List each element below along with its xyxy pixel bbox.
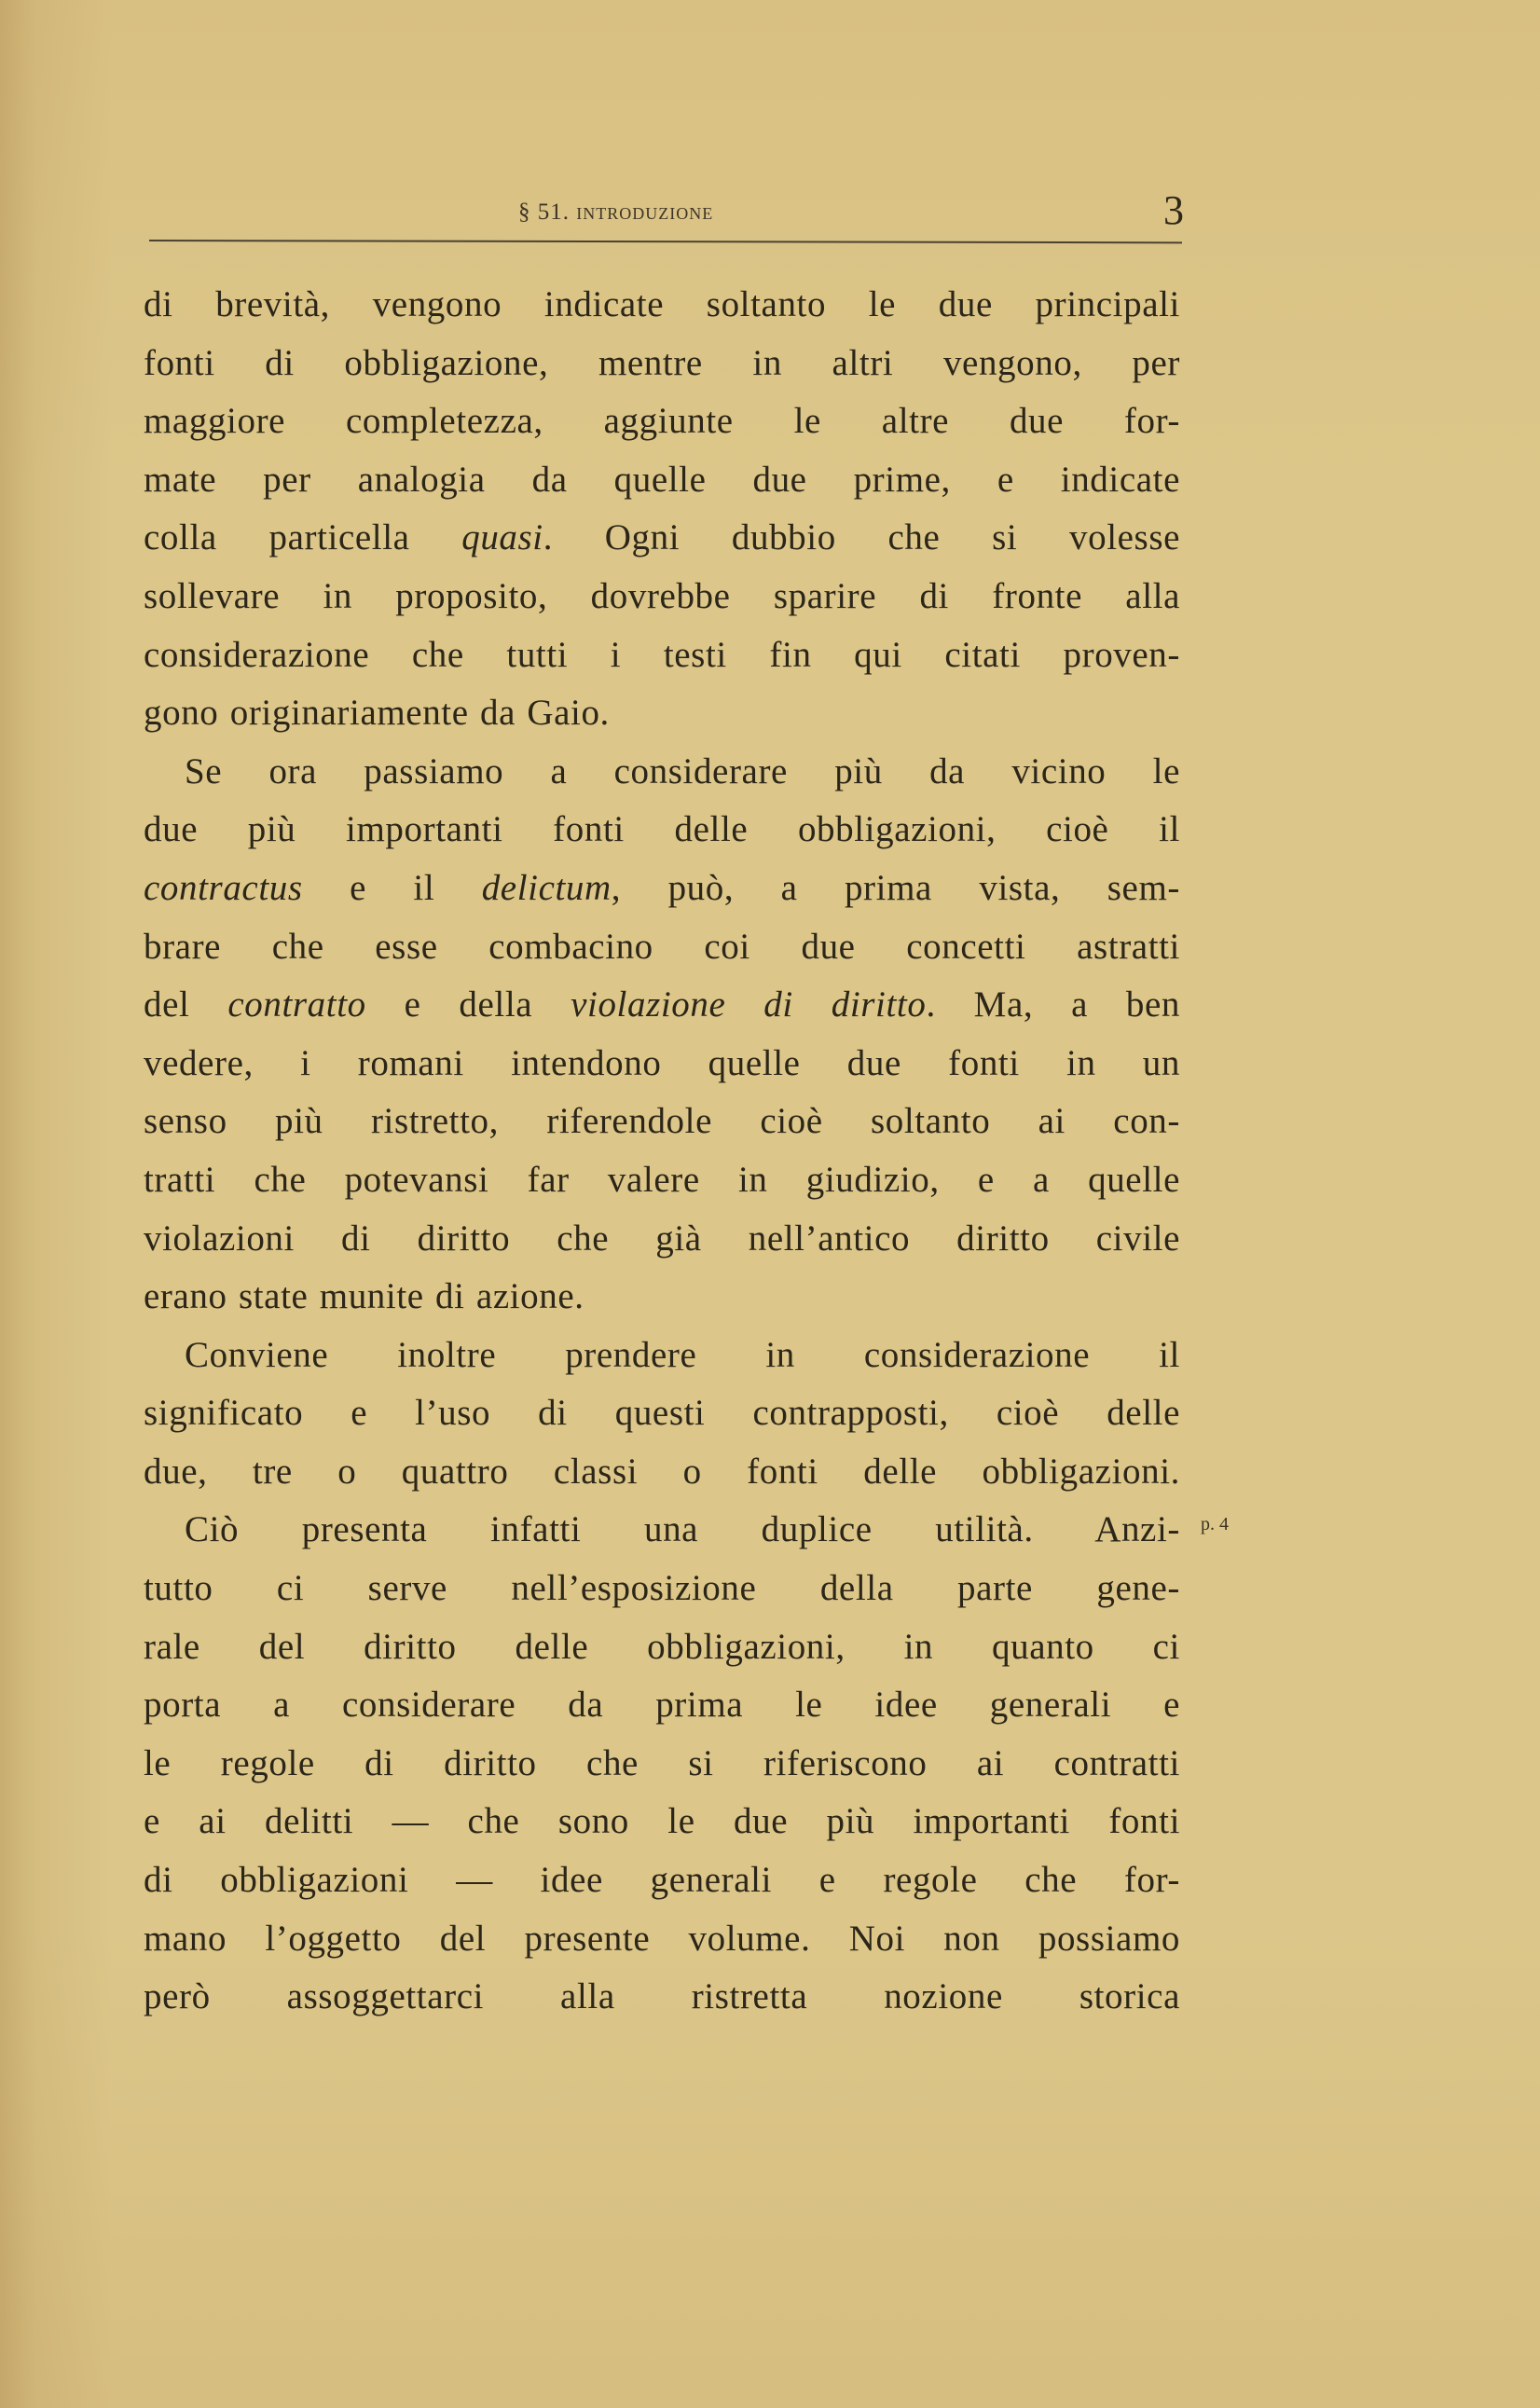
text-line [144, 1910, 1180, 1969]
text-line [144, 860, 1180, 918]
text-segment: mate per analogia da quelle due prime, e indicate [144, 459, 1180, 500]
text-segment: e ai delitti — che sono le due più importanti fonti [144, 1801, 1180, 1842]
text-segment: e della [365, 984, 571, 1025]
text-line [144, 1327, 1180, 1385]
running-title [518, 198, 713, 226]
text-segment: Se ora passiamo a considerare più da vicino le [185, 750, 1180, 791]
text-line [144, 392, 1180, 451]
text-segment: vedere, i romani intendono quelle due fonti in un [144, 1042, 1180, 1083]
margin-page-reference: p. 4 [1201, 1514, 1229, 1534]
text-line [144, 1618, 1180, 1677]
text-segment: . Ogni dubbio che si volesse [543, 517, 1181, 558]
text-segment: sollevare in proposito, dovrebbe sparire di fronte alla [144, 575, 1180, 616]
text-line [144, 1151, 1180, 1210]
text-segment: fonti di obbligazione, mentre in altri vengono, per [144, 342, 1180, 383]
text-segment: due, tre o quattro classi o fonti delle obbligazioni. [144, 1451, 1180, 1492]
text-line [144, 1093, 1180, 1151]
text-line [144, 1968, 1180, 2027]
text-segment: , può, a prima vista, sem- [611, 867, 1180, 908]
text-segment: significato e l’uso di questi contrapposti, cioè delle [144, 1393, 1180, 1434]
section-mark: § 51. [518, 200, 570, 225]
text-line [144, 568, 1180, 626]
text-line [144, 684, 1180, 743]
text-line [144, 451, 1180, 510]
italic-term: contractus [144, 867, 303, 908]
text-segment: senso più ristretto, riferendole cioè soltanto ai con- [144, 1101, 1180, 1142]
text-segment: tutto ci serve nell’esposizione della parte gene- [144, 1568, 1180, 1609]
text-segment: rale del diritto delle obbligazioni, in quanto ci [144, 1626, 1180, 1667]
body-text [144, 276, 1180, 2027]
text-segment: e il [302, 867, 482, 908]
text-segment: Conviene inoltre prendere in considerazione il [185, 1334, 1180, 1375]
text-line [144, 335, 1180, 393]
text-line [144, 1793, 1180, 1851]
text-segment: erano state munite di azione. [144, 1276, 584, 1317]
text-line [144, 801, 1180, 860]
running-head [149, 183, 1184, 239]
text-line [144, 1735, 1180, 1794]
text-segment: di brevità, vengono indicate soltanto le due principali [144, 284, 1180, 324]
italic-term: delictum [481, 867, 612, 908]
text-segment: violazioni di diritto che già nell’antico diritto civile [144, 1218, 1180, 1259]
text-line [144, 918, 1180, 977]
text-line [144, 276, 1180, 335]
text-segment: tratti che potevansi far valere in giudizio, e a quelle [144, 1159, 1180, 1200]
text-segment: però assoggettarci alla ristretta nozione storica [144, 1976, 1180, 2017]
text-line [144, 1268, 1180, 1327]
text-line [144, 626, 1180, 685]
text-line [144, 1560, 1180, 1618]
text-segment: le regole di diritto che si riferiscono ai contratti [144, 1742, 1180, 1783]
text-line [144, 976, 1180, 1035]
text-segment: considerazione che tutti i testi fin qui citati proven- [144, 634, 1180, 675]
text-segment: del [144, 984, 228, 1025]
text-line [144, 1443, 1180, 1502]
text-line [144, 1210, 1180, 1269]
text-segment: mano l’oggetto del presente volume. Noi non possiamo [144, 1918, 1180, 1959]
text-segment: colla particella [144, 517, 462, 558]
page-number: 3 [1163, 187, 1184, 233]
header-rule [149, 240, 1182, 243]
text-segment: porta a considerare da prima le idee generali e [144, 1685, 1180, 1726]
text-line [144, 1676, 1180, 1735]
text-segment: maggiore completezza, aggiunte le altre due for- [144, 401, 1180, 442]
text-segment: . Ma, a ben [926, 984, 1180, 1025]
text-line [144, 743, 1180, 802]
text-line [144, 509, 1180, 568]
text-segment: gono originariamente da Gaio. [144, 693, 610, 734]
text-line [144, 1384, 1180, 1443]
text-segment: Ciò presenta infatti una duplice utilità. Anzi- [185, 1509, 1180, 1550]
text-line [144, 1035, 1180, 1094]
text-segment: due più importanti fonti delle obbligazioni, cioè il [144, 809, 1180, 850]
chapter-title: introduzione [576, 198, 714, 225]
text-segment: brare che esse combacino coi due concetti astratti [144, 926, 1180, 967]
text-line [144, 1501, 1180, 1560]
italic-term: quasi [461, 517, 543, 558]
italic-term: violazione di diritto [571, 984, 927, 1025]
italic-term: contratto [227, 984, 366, 1025]
text-line [144, 1851, 1180, 1910]
text-segment: di obbligazioni — idee generali e regole che for- [144, 1860, 1180, 1901]
